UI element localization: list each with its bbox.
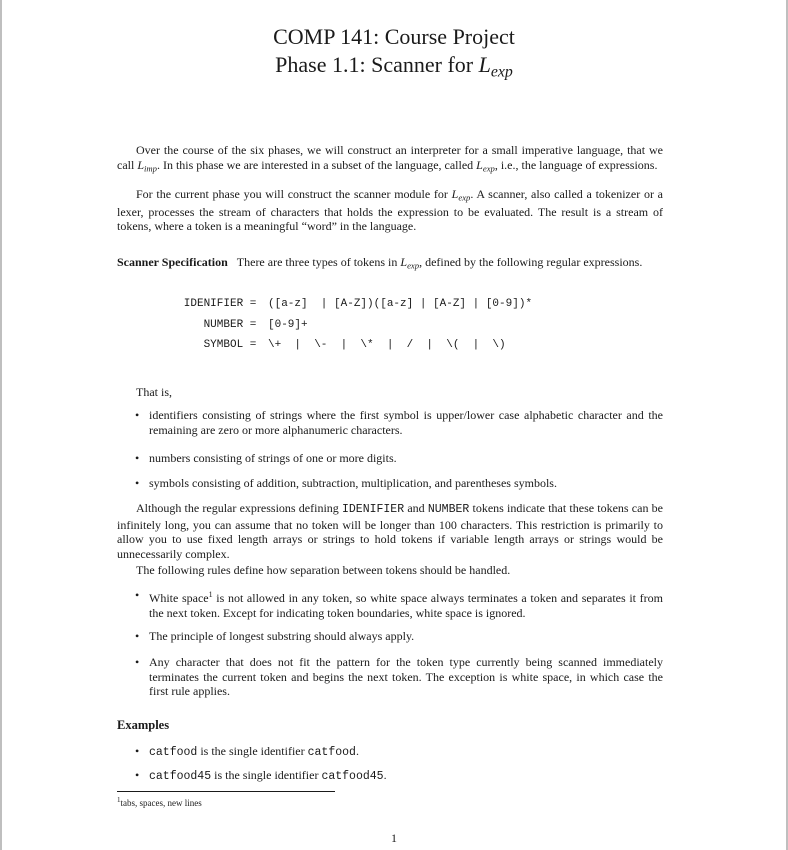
footnote: $^1$tabs, spaces, new lines [117,796,202,808]
intro-paragraph-2: For the current phase you will construct the scanner module for $L_{exp}$. A scanner, also called a tokenizer or a lexer, processes the stream of characters that holds the expression to be evaluated. The result is a stream of tokens, where a token is a meaningful “word” in the language. [117,187,663,234]
bullet-marker: • [135,476,140,490]
rule-longest-substring: The principle of longest substring should always apply. [149,629,415,643]
that-is-lead: That is, [136,385,172,399]
bullet-identifiers: identifiers consisting of strings where the first symbol is upper/lower case alphabetic character and the remaining are zero or more alphanumeric characters. [149,408,663,437]
regex-def-symbol: \+ | \- | \* | / | \( | \) [268,339,506,351]
page-number: 1 [391,831,397,845]
example-catfood: catfood is the single identifier catfood. [149,744,359,759]
bullet-marker: • [135,655,140,669]
bullet-numbers: numbers consisting of strings of one or more digits. [149,451,397,465]
bullet-marker: • [135,588,140,602]
page-subtitle: Phase 1.1: Scanner for $L_{exp}$ [275,52,513,81]
bullet-marker: • [135,629,140,643]
regex-def-identifier: ([a-z] | [A-Z])([a-z] | [A-Z] | [0-9])* [268,298,533,310]
example-catfood45: catfood45 is the single identifier catfood45. [149,768,387,783]
scanner-spec-heading: Scanner Specification [117,255,228,269]
rule-non-matching-character: Any character that does not fit the pattern for the token type currently being scanned immediately terminates the current token and begins the next token. The exception is white space, in which case the first rule applies. [149,655,663,698]
examples-heading: Examples [117,718,170,732]
bullet-marker: • [135,408,140,422]
regex-def-number: [0-9]+ [268,319,308,331]
page-title: COMP 141: Course Project [273,24,515,49]
token-length-paragraph: Although the regular expressions defining IDENIFIER and NUMBER tokens indicate that these tokens can be infinitely long, you can assume that no token will be longer than 100 characters. This restriction is primarily to allow you to use fixed length arrays or strings to hold tokens if variable length arrays or strings would be unnecessarily complex. [117,501,663,561]
regex-name-number: NUMBER = [203,319,263,331]
separation-rules-lead: The following rules define how separation between tokens should be handled. [136,563,511,577]
intro-paragraph-1: Over the course of the six phases, we will construct an interpreter for a small imperative language, that we call $L_{imp}$. In this phase we are interested in a subset of the language, called $L_{exp}$, i.e., the language of expressions. [117,143,663,173]
footnote-divider [117,791,335,792]
rule-white-space: White space$^1$ is not allowed in any token, so white space always terminates a token and separates it from the next token. Except for indicating token boundaries, white space is ignored. [149,590,663,620]
scanner-spec-paragraph: Scanner Specification There are three types of tokens in $L_{exp}$, defined by the following regular expressions. [117,255,643,271]
regex-name-symbol: SYMBOL = [203,339,263,351]
bullet-marker: • [135,768,140,782]
regex-name-identifier: IDENIFIER = [183,298,263,310]
bullet-symbols: symbols consisting of addition, subtraction, multiplication, and parentheses symbols. [149,476,557,490]
page-border-left [0,0,2,850]
bullet-marker: • [135,451,140,465]
bullet-marker: • [135,744,140,758]
